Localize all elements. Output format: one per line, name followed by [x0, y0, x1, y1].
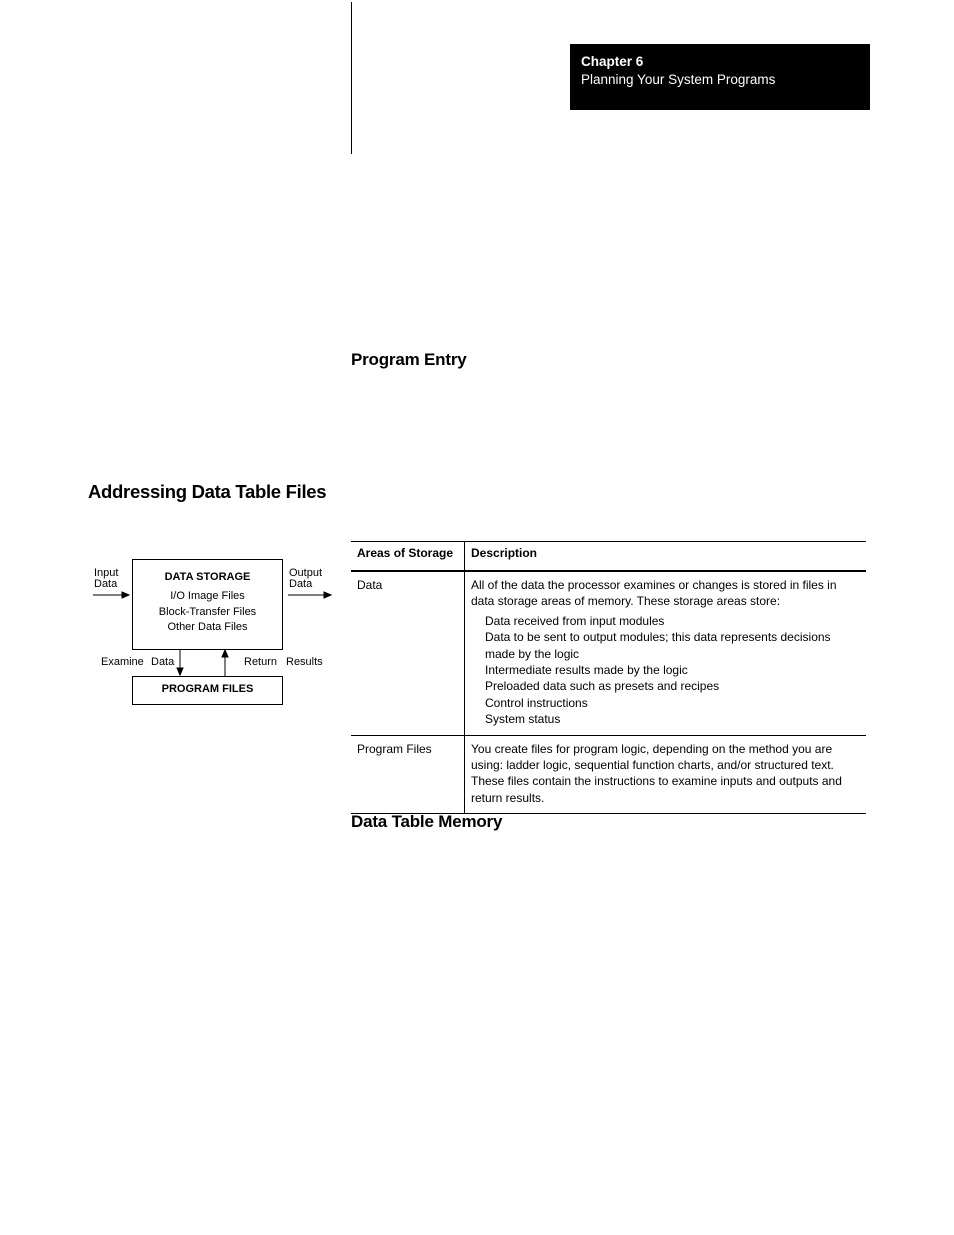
header-areas-of-storage: Areas of Storage — [351, 542, 465, 572]
data-storage-title: DATA STORAGE — [164, 571, 251, 583]
list-item: Data received from input modules — [485, 613, 665, 628]
area-cell: Data — [351, 571, 465, 735]
storage-item-other: Other Data Files — [167, 621, 248, 633]
table-header-row — [351, 542, 866, 572]
return-arrow-head — [222, 650, 228, 657]
description-text: All of the data the processor examines or changes is stored in files in data storage areas of memory. These storage areas store: — [471, 578, 837, 609]
output-arrow-head — [324, 592, 331, 598]
area-cell: Program Files — [351, 735, 465, 814]
list-item: Preloaded data such as presets and recipes — [485, 679, 720, 694]
output-label-line1: Output — [289, 567, 323, 579]
chapter-header — [570, 44, 870, 110]
data-storage-diagram — [88, 555, 338, 715]
list-item: Control instructions — [485, 695, 588, 710]
input-arrow-head — [122, 592, 129, 598]
program-files-title: PROGRAM FILES — [161, 683, 254, 695]
input-label-line2: Data — [94, 578, 118, 590]
description-cell — [465, 571, 867, 735]
storage-areas-table — [351, 541, 866, 814]
chapter-number: Chapter 6 — [581, 54, 644, 69]
data-storage-box — [132, 559, 283, 650]
heading-program-entry: Program Entry — [351, 350, 467, 369]
table-row — [351, 735, 866, 814]
description-cell: You create files for program logic, depending on the method you are using: ladder logic, sequential function charts, and/or structured text. These files contain the instructions to examine inputs and outputs and return results. — [471, 741, 842, 805]
examine-label: Examine — [101, 656, 144, 668]
results-label: Results — [286, 656, 323, 668]
list-item: Intermediate results made by the logic — [485, 663, 688, 678]
storage-item-block-transfer: Block-Transfer Files — [158, 605, 257, 618]
output-label-line2: Data — [289, 578, 313, 590]
chapter-title: Planning Your System Programs — [581, 72, 776, 87]
return-label: Return — [244, 656, 278, 668]
storage-item-io-image: I/O Image Files — [170, 590, 245, 602]
input-label-line1: Input — [94, 567, 119, 579]
heading-addressing-data-table-files: Addressing Data Table Files — [88, 481, 327, 502]
examine-arrow-head — [177, 668, 183, 675]
header-description: Description — [471, 546, 538, 560]
heading-data-table-memory: Data Table Memory — [351, 812, 503, 831]
table-row — [351, 571, 866, 735]
data-label: Data — [151, 656, 175, 668]
list-item: System status — [485, 712, 561, 727]
storage-list — [485, 613, 860, 728]
list-item: Data to be sent to output modules; this data represents decisions made by the logic — [485, 630, 831, 661]
vertical-rule — [351, 2, 352, 154]
program-files-box — [132, 676, 283, 705]
